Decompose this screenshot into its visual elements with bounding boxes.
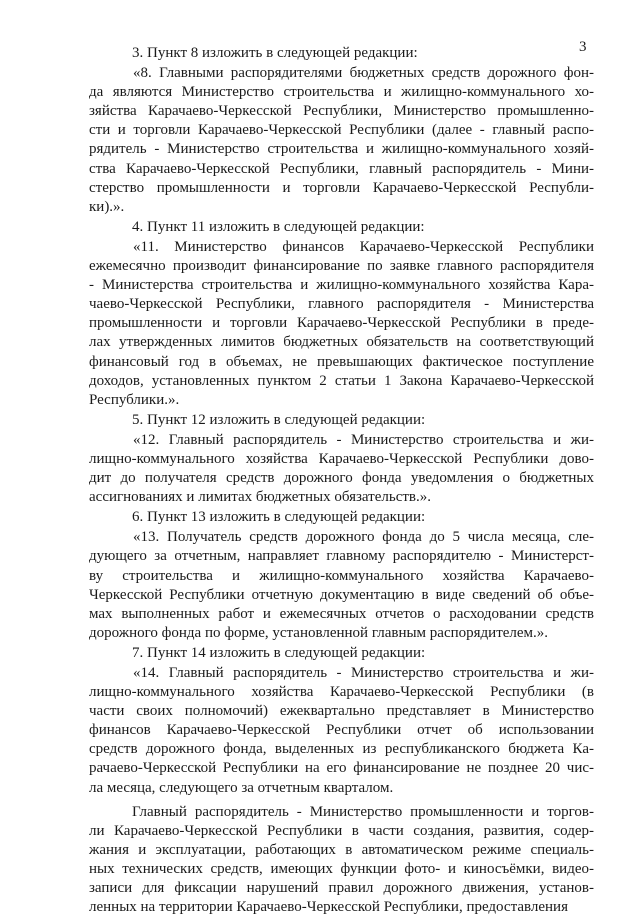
text-line: зяйства Карачаево-Черкесской Республики, Министерство промышленно- [89, 103, 594, 120]
text-line: 3. Пункт 8 изложить в следующей редакции: [132, 45, 418, 61]
text-line: промышленности и торговли Карачаево-Черкесской Республики в преде- [89, 315, 594, 332]
paragraph [89, 664, 594, 798]
paragraph [89, 64, 594, 217]
text-line: ных технических средств, имеющих функции фото- и киносъёмки, видео- [89, 860, 594, 877]
text-line: рядитель - Министерство строительства и жилищно-коммунального хозяй- [89, 141, 594, 158]
text-line: доходов, установленных пунктом 2 статьи 1 Закона Карачаево-Черкесской [89, 372, 594, 389]
text-line: Главный распорядитель - Министерство промышленности и торгов- [132, 803, 594, 820]
document-body [89, 44, 594, 918]
text-line: части своих полномочий) ежеквартально представляет в Министерство [89, 703, 594, 720]
text-line: 6. Пункт 13 изложить в следующей редакции: [132, 509, 426, 526]
text-line: Республики.». [89, 391, 180, 408]
text-line: средств дорожного фонда, выделенных из республиканского бюджета Ка- [89, 741, 594, 758]
paragraph [89, 803, 594, 918]
text-line: «12. Главный распорядитель - Министерство строительства и жи- [133, 431, 594, 448]
text-line: «13. Получатель средств дорожного фонда до 5 числа месяца, сле- [133, 529, 594, 546]
text-line: дорожного фонда по форме, установленной главным распорядителем.». [89, 624, 549, 641]
text-line: - Министерства строительства и жилищно-коммунального хозяйства Кара- [89, 277, 594, 294]
text-line: ла месяца, следующего за отчетным кварталом. [89, 779, 394, 796]
paragraph [89, 528, 594, 643]
text-line: «14. Главный распорядитель - Министерство строительства и жи- [133, 665, 594, 681]
page-number: 3 [579, 39, 587, 55]
text-line: чаево-Черкесской Республики, главного распорядителя - Министерства [89, 296, 594, 313]
text-line: финансовый год в объемах, не превышающих фактическое поступление [89, 353, 594, 370]
text-line: лах утвержденных лимитов бюджетных обязательств на соответствующий [89, 334, 594, 351]
text-line: лищно-коммунального хозяйства Карачаево-Черкесской Республики (в [89, 684, 594, 701]
text-line: ежемесячно производит финансирование по заявке главного распорядителя [89, 258, 594, 275]
text-line: ства Карачаево-Черкесской Республики, главный распорядитель - Мини- [89, 160, 594, 177]
text-line: жания и эксплуатации, работающих в автоматическом режиме специаль- [89, 841, 594, 858]
text-line: 4. Пункт 11 изложить в следующей редакции: [132, 218, 425, 235]
text-line: да являются Министерство строительства и жилищно-коммунального хо- [89, 84, 594, 101]
text-line: лищно-коммунального хозяйства Карачаево-Черкесской Республики дово- [89, 450, 594, 467]
text-line: 5. Пункт 12 изложить в следующей редакции: [132, 411, 426, 428]
paragraph [89, 44, 594, 63]
text-line: «11. Министерство финансов Карачаево-Черкесской Республики [133, 238, 594, 255]
text-line: ли Карачаево-Черкесской Республики в части создания, развития, содер- [89, 822, 594, 839]
paragraph [89, 644, 594, 663]
text-line: Черкесской Республики отчетную документацию в виде сведений об объе- [89, 586, 594, 603]
text-line: ленных на территории Карачаево-Черкесской Республики, предоставления [89, 899, 568, 916]
text-line: ву строительства и жилищно-коммунального хозяйства Карачаево- [89, 567, 594, 584]
text-line: записи для фиксации нарушений правил дорожного движения, установ- [89, 880, 594, 897]
text-line: мах выполненных работ и ежемесячных отчетов о расходовании средств [89, 605, 594, 622]
paragraph [89, 238, 594, 410]
paragraph [89, 508, 594, 527]
paragraph [89, 431, 594, 507]
text-line: стерство промышленности и торговли Карачаево-Черкесской Республи- [89, 179, 594, 196]
text-line: 7. Пункт 14 изложить в следующей редакции: [132, 644, 426, 661]
text-line: сти и торговли Карачаево-Черкесской Республики (далее - главный распо- [89, 122, 594, 139]
text-line: дующего за отчетным, направляет главному распорядителю - Министерст- [89, 548, 594, 565]
text-line: «8. Главными распорядителями бюджетных средств дорожного фон- [133, 65, 594, 82]
text-line: дит до получателя средств дорожного фонда уведомления о бюджетных [89, 470, 594, 487]
text-line: финансов Карачаево-Черкесской Республики отчет об использовании [89, 722, 594, 739]
text-line: рачаево-Черкесской Республики на его финансирование не позднее 20 чис- [89, 760, 594, 777]
text-line: ки).». [89, 198, 125, 215]
paragraph [89, 411, 594, 430]
text-line: ассигнованиях и лимитах бюджетных обязательств.». [89, 489, 432, 506]
paragraph [89, 218, 594, 237]
